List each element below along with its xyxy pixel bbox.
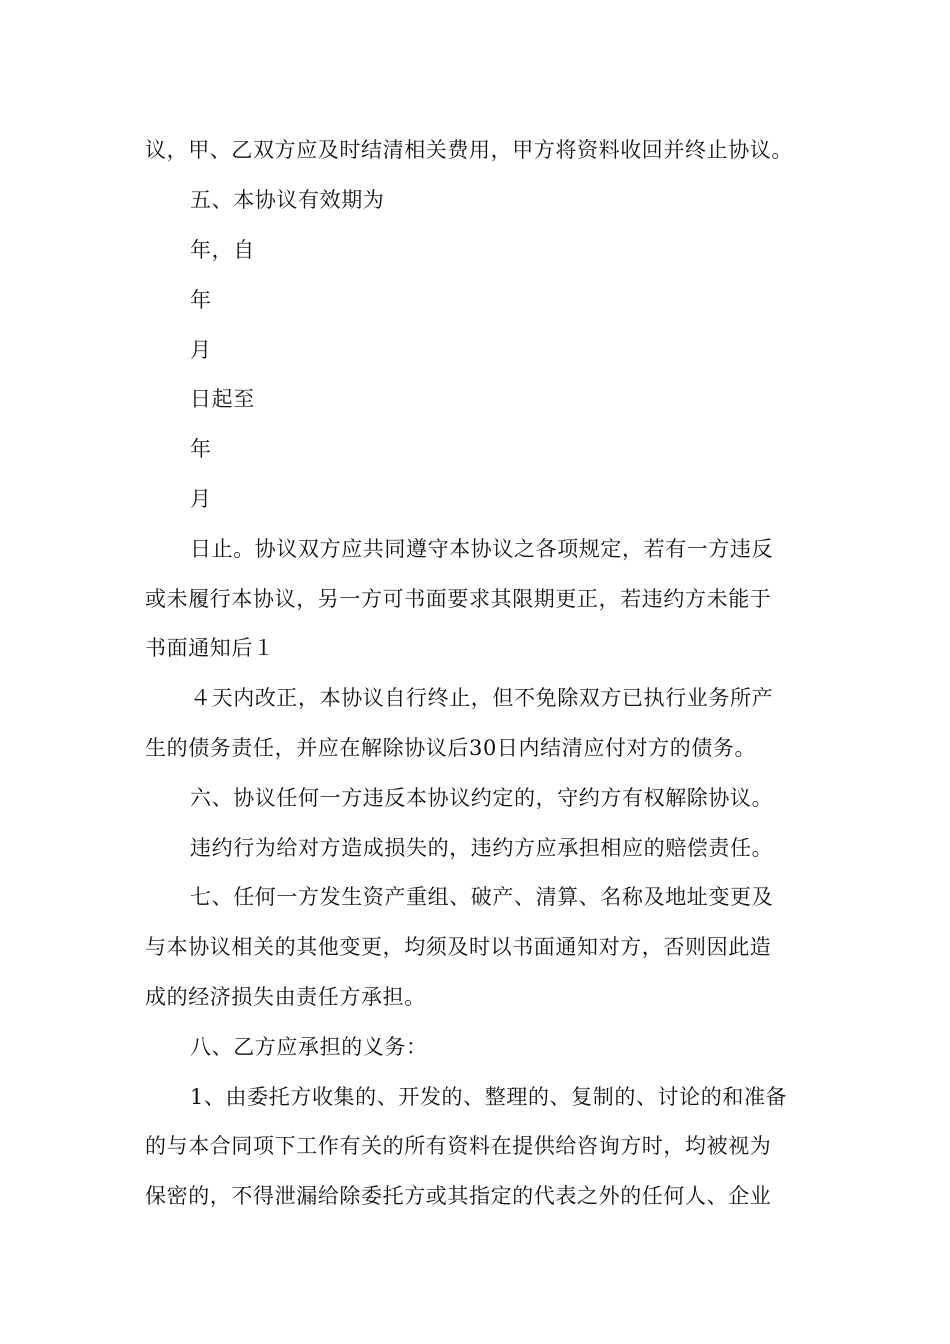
text-line: 八、乙方应承担的义务： <box>190 1035 428 1059</box>
text-line: 的与本合同项下工作有关的所有资料在提供给咨询方时，均被视为 <box>145 1134 772 1158</box>
text-line: 年 <box>190 437 212 461</box>
text-line: 七、任何一方发生资产重组、破产、清算、名称及地址变更及 <box>190 885 774 909</box>
text-line: 日起至 <box>190 387 255 411</box>
text-line: 年，自 <box>190 238 255 262</box>
text-line: 生的债务责任，并应在解除协议后30日内结清应付对方的债务。 <box>145 736 757 760</box>
text-line: 1、由委托方收集的、开发的、整理的、复制的、讨论的和准备 <box>190 1085 788 1109</box>
text-line: 六、协议任何一方违反本协议约定的，守约方有权解除协议。 <box>190 786 774 810</box>
text-line: 议，甲、乙双方应及时结清相关费用，甲方将资料收回并终止协议。 <box>145 138 793 162</box>
text-line: 日止。协议双方应共同遵守本协议之各项规定，若有一方违反 <box>190 537 774 561</box>
text-line: ４天内改正，本协议自行终止，但不免除双方已执行业务所产 <box>190 686 774 710</box>
text-line: 或未履行本协议，另一方可书面要求其限期更正，若违约方未能于 <box>145 587 772 611</box>
text-line: 成的经济损失由责任方承担。 <box>145 985 426 1009</box>
text-line: 月 <box>190 338 212 362</box>
text-line: 保密的，不得泄漏给除委托方或其指定的代表之外的任何人、企业 <box>145 1184 772 1208</box>
text-line: 书面通知后１ <box>145 636 275 660</box>
text-line: 月 <box>190 487 212 511</box>
text-line: 违约行为给对方造成损失的，违约方应承担相应的赔偿责任。 <box>190 836 774 860</box>
text-line: 年 <box>190 288 212 312</box>
text-line: 与本协议相关的其他变更，均须及时以书面通知对方，否则因此造 <box>145 935 772 959</box>
text-line: 五、本协议有效期为 <box>190 188 385 212</box>
